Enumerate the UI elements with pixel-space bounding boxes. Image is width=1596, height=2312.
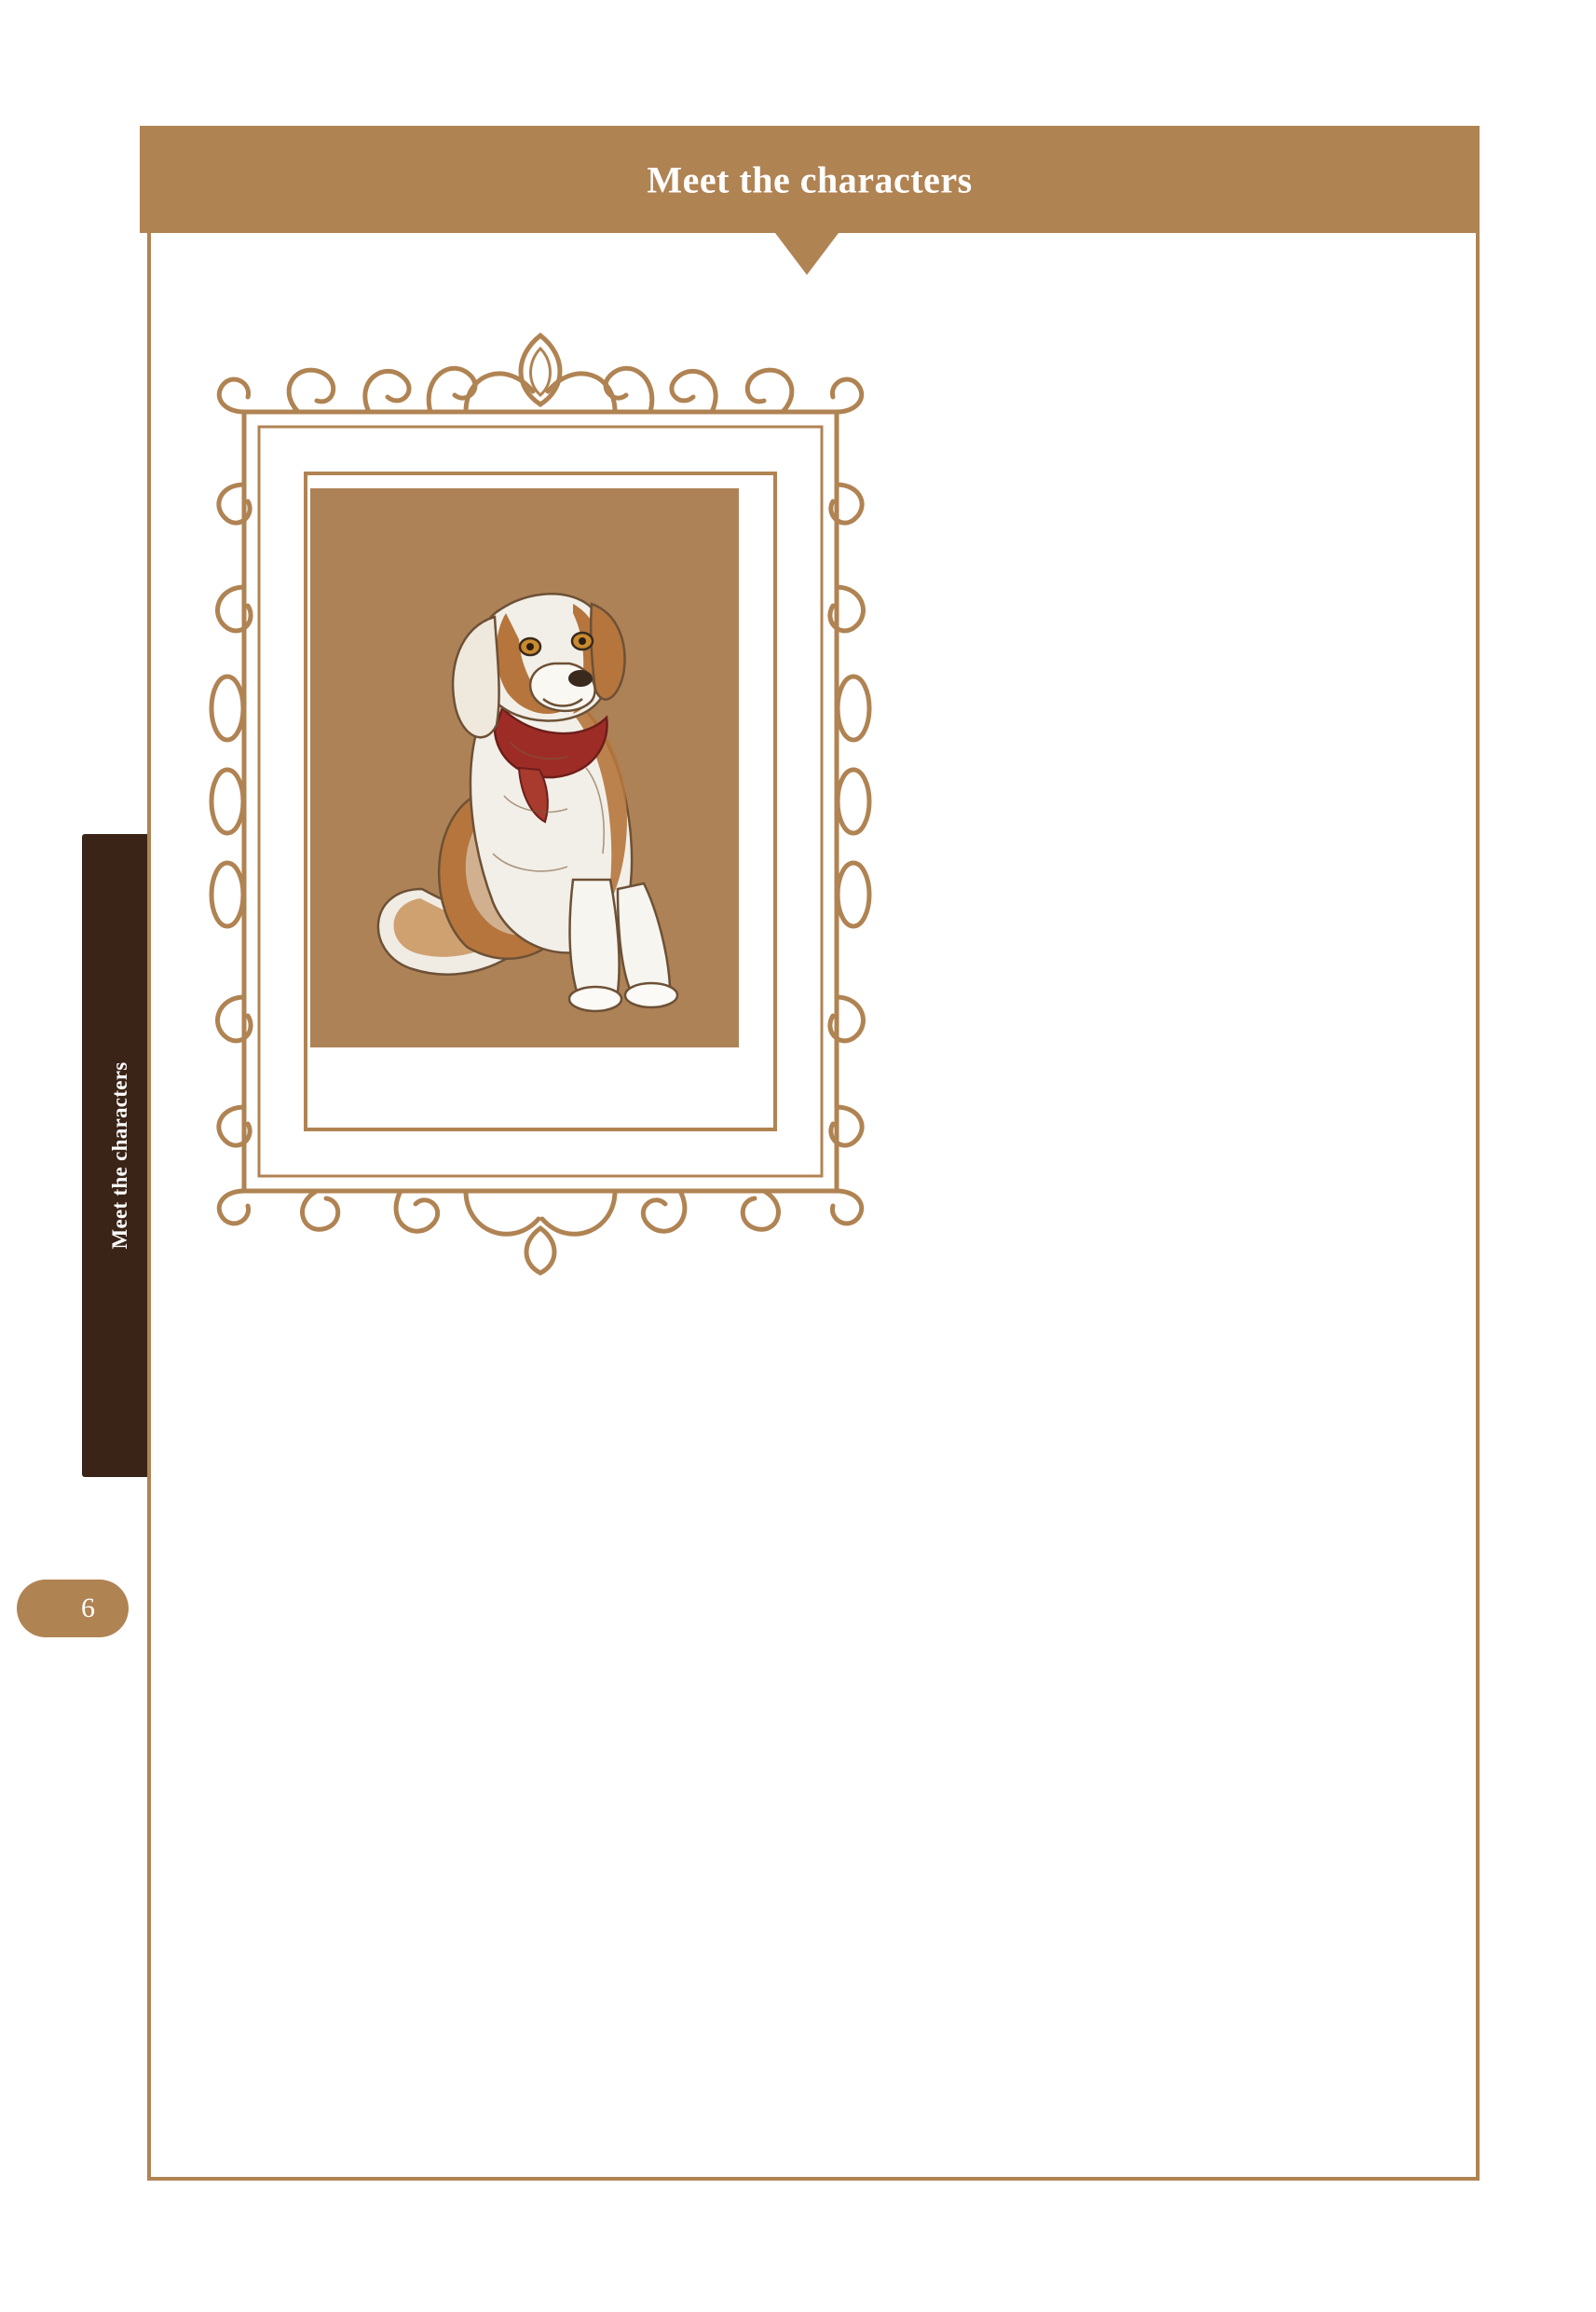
page-number-tab: [17, 1580, 129, 1637]
header-banner-tail-icon: [775, 233, 839, 275]
page-number: 6: [81, 1593, 95, 1623]
section-header-banner: [140, 126, 1480, 233]
side-tab-label: Meet the characters: [108, 1061, 131, 1250]
page-title: Meet the characters: [647, 158, 973, 200]
buck-illustration: [310, 488, 739, 1047]
